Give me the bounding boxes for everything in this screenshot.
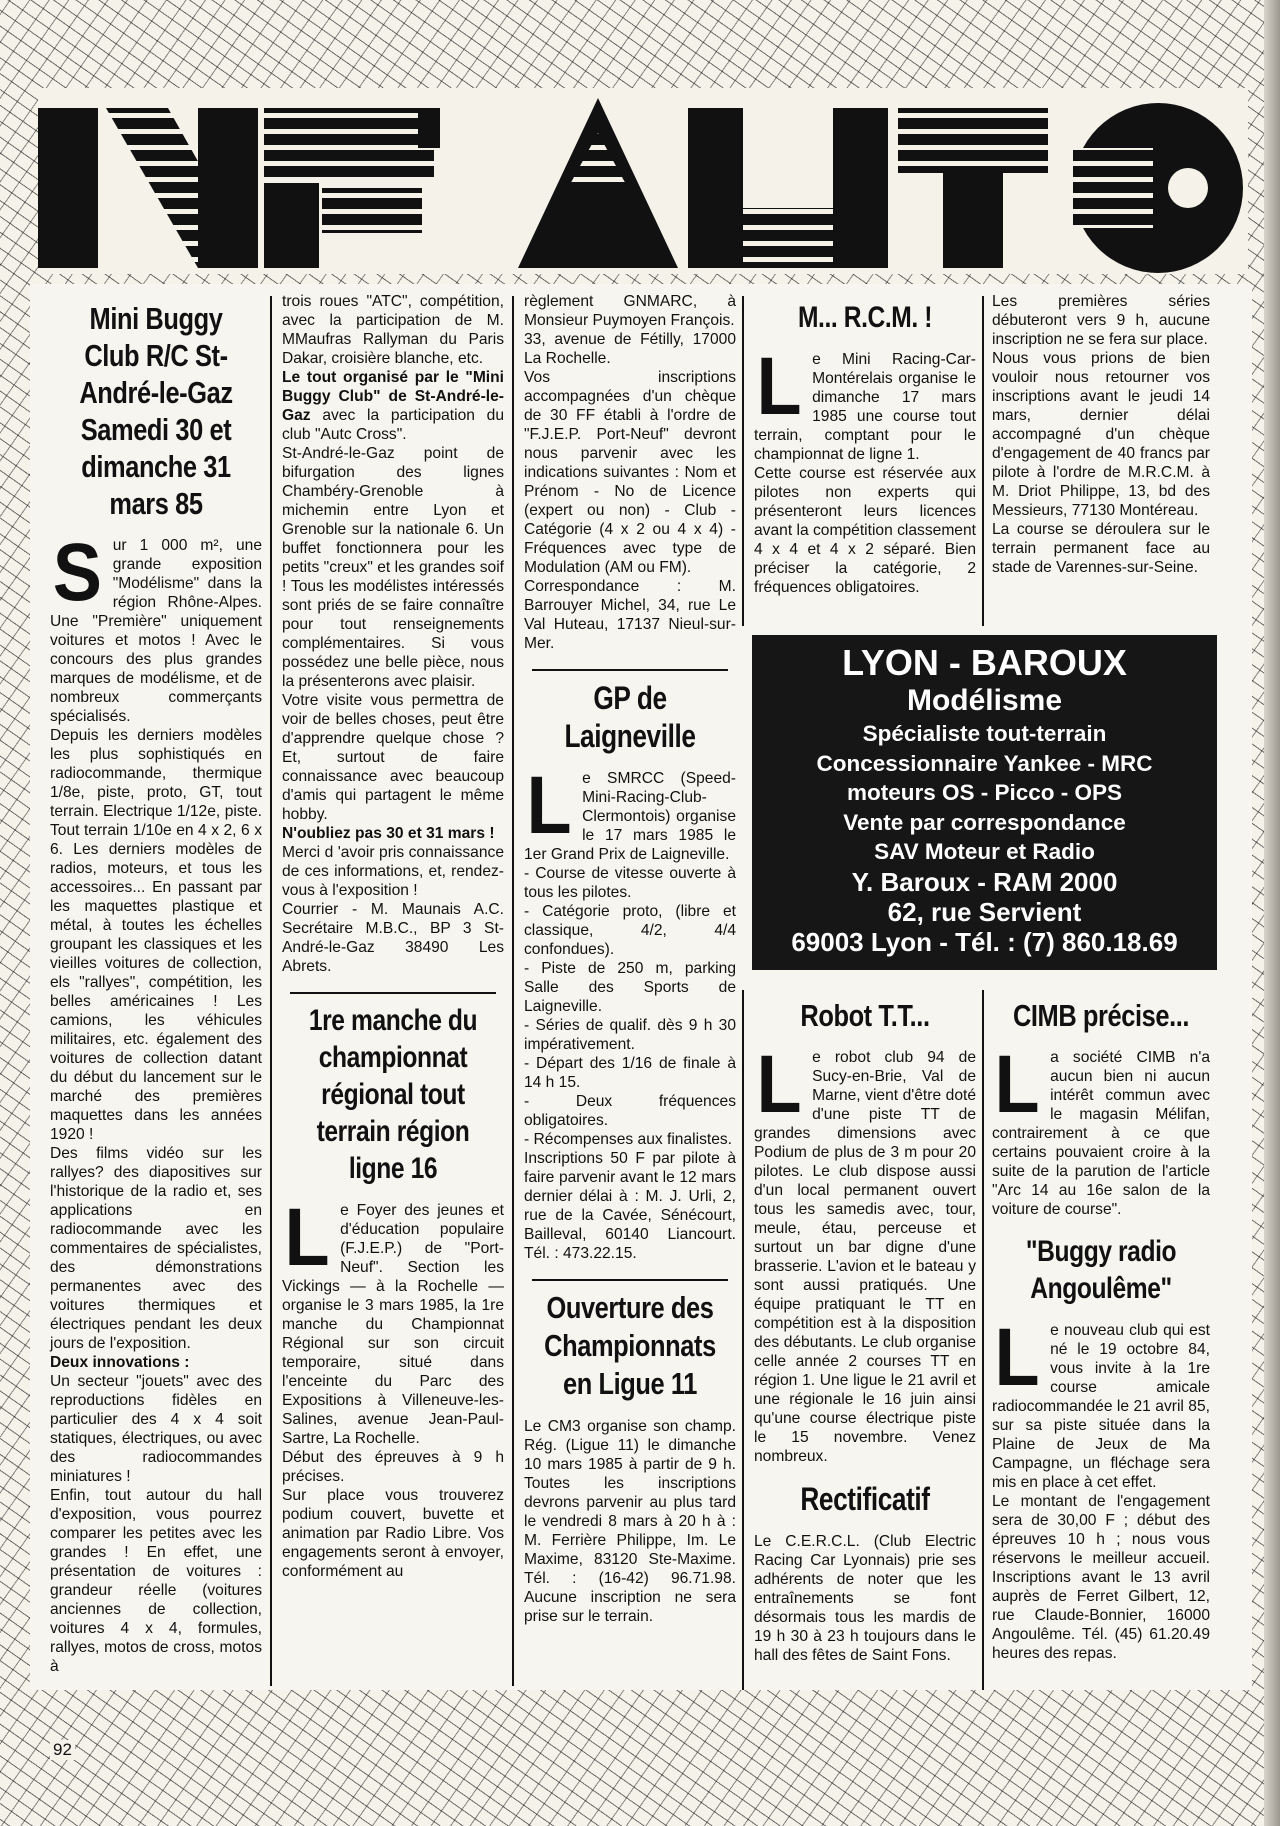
ad-line: Vente par correspondance <box>843 809 1126 835</box>
column-divider <box>982 296 984 626</box>
ad-line: 62, rue Servient <box>887 896 1082 927</box>
section-divider <box>290 992 496 994</box>
article-paragraph: e Mini Racing-Car-Montérelais organise le dimanche 17 mars 1985 une course tout terrain, comptant pour le championnat de ligne 1. <box>754 351 976 463</box>
list-item: - Catégorie proto, (libre et classique, 4/2, 4/4 confondues). <box>524 903 736 958</box>
drop-cap: L <box>994 1312 1040 1403</box>
article-paragraph: ur 1 000 m², une grande exposition "Modélisme" dans la région Rhône-Alpes. Une "Première" uniquement voitures et motos ! Avec le concours des plus grandes marques de modélisme, et de nombreux commerçants spécialisés. <box>50 537 262 725</box>
article-paragraph: Correspondance : M. Barrouyer Michel, 34, rue Le Val Huteau, 17137 Nieul-sur-Mer. <box>524 578 736 652</box>
article-heading: Ouverture des Championnats en Ligue 11 <box>544 1290 716 1401</box>
article-paragraph: Début des épreuves à 9 h précises. <box>282 1449 504 1485</box>
column-5-bottom <box>992 990 1210 1663</box>
column-1 <box>50 292 262 1676</box>
highlight-text: N'oubliez pas 30 et 31 mars ! <box>282 825 495 842</box>
article-paragraph: Inscriptions 50 F par pilote à faire parvenir avant le 12 mars dernier délai à : M. J. Urli, 2, rue de la Cavée, Sénécourt, Bailleval, 60140 Liancourt. Tél. : 473.22.15. <box>524 1150 736 1262</box>
subheading: Deux innovations : <box>50 1354 190 1371</box>
article-paragraph: Un secteur "jouets" avec des reproductions fidèles en particulier des 4 x 4 soit statiques, électriques, ou avec des radiocommandes miniatures ! <box>50 1373 262 1485</box>
article-paragraph: Les premières séries débuteront vers 9 h, aucune inscription ne se fera sur place. <box>992 293 1210 348</box>
drop-cap: L <box>526 760 572 851</box>
title-banner-graphic <box>38 88 1248 274</box>
article-heading: M... R.C.M. ! <box>797 301 933 334</box>
column-divider <box>270 296 272 1686</box>
article-paragraph: Enfin, tout autour du hall d'exposition, vous pourrez comparer les petites avec les grandes ! En effet, une présentation de voitures : grandeur réelle (voitures anciennes de collection, voitures 4 x 4, formules, rallyes, motos de cross, motos à <box>50 1487 262 1675</box>
article-paragraph: St-André-le-Gaz point de bifurgation des lignes Chambéry-Grenoble à michemin entre Lyon et Grenoble sur la nationale 6. Un buffet fonctionnera pour les petits "creux" et les grandes soif ! Tous les modélistes intéressés sont priés de se faire connaître pour tout renseignements complémentaires. Si vous possédez une belle pièce, nous la présenterons avec plaisir. <box>282 445 504 690</box>
column-divider <box>512 296 514 1686</box>
article-paragraph: Le montant de l'engagement sera de 30,00 F ; début des épreuves 10 h ; nous vous réservons le meilleur accueil. Inscriptions avant le 13 avril auprès de Ferret Gilbert, 12, rue Claude-Bonnier, 16000 Angoulême. Tél. (45) 61.20.49 heures des repas. <box>992 1493 1210 1662</box>
article-paragraph <box>282 368 504 444</box>
article-paragraph: Sur place vous trouverez podium couvert, buvette et animation par Radio Libre. Vos engagements seront à envoyer, conformément au <box>282 1487 504 1580</box>
list-item: - Deux fréquences obligatoires. <box>524 1093 736 1129</box>
article-paragraph: Courrier - M. Maunais A.C. Secrétaire M.B.C., BP 3 St-André-le-Gaz 38490 Les Abrets. <box>282 901 504 975</box>
article-paragraph: Des films vidéo sur les rallyes? des diapositives sur l'historique de la radio et, ses applications en radiocommande avec les commentaires de spécialistes, des démonstrations permanentes avec des voitures thermiques et électriques pendant les deux jours de l'exposition. <box>50 1145 262 1352</box>
article-paragraph: Nous vous prions de bien vouloir nous retourner vos inscriptions avant le jeudi 14 mars, dernier délai accompagné d'un chèque d'engagement de 40 francs par pilote à l'ordre de M.R.C.M. à M. Driot Philippe, 13, bd des Messieurs, 77130 Montéreau. <box>992 350 1210 519</box>
article-paragraph: Cette course est réservée aux pilotes non experts qui présenteront leurs licences avant la compétition classement 4 x 4 et 4 x 2 séparé. Bien préciser la catégorie, 2 fréquences obligatoires. <box>754 465 976 596</box>
article-paragraph: 33, avenue de Fétilly, 17000 La Rochelle. <box>524 331 736 367</box>
ad-line: Modélisme <box>906 684 1063 717</box>
drop-cap: L <box>994 1039 1040 1130</box>
article-paragraph: a société CIMB n'a aucun bien ni aucun intérêt commun avec le magasin Mélifan, contrairement à ce que certains pouvaient croire à la suite de la parution de l'article "Arc 14 au 16e salon de la voiture de course". <box>992 1049 1210 1218</box>
article-paragraph: e SMRCC (Speed-Mini-Racing-Club-Clermontois) organise le 17 mars 1985 le 1er Grand Prix de Laigneville. <box>524 770 736 863</box>
page-edge <box>1264 0 1280 1826</box>
article-heading: 1re manche du championnat régional tout terrain région ligne 16 <box>308 1004 478 1185</box>
column-3 <box>524 292 736 1626</box>
column-5-top <box>992 292 1210 577</box>
column-divider <box>982 990 984 1690</box>
article-paragraph: Votre visite vous permettra de voir de belles choses, peut être d'apprendre quelque chose ? Et, surtout de faire connaissance avec beaucoup d'amis qui partagent le même hobby. <box>282 692 504 823</box>
article-heading: Robot T.T... <box>800 998 930 1033</box>
article-heading: GP de Laigneville <box>564 680 696 754</box>
list-item: - Récompenses aux finalistes. <box>524 1131 733 1148</box>
article-paragraph: La course se déroulera sur le terrain permanent face au stade de Varennes-sur-Seine. <box>992 521 1210 576</box>
ad-line: Y. Baroux - RAM 2000 <box>851 866 1118 897</box>
drop-cap: L <box>284 1192 330 1283</box>
article-paragraph: e Foyer des jeunes et d'éducation populaire (F.J.E.P.) de "Port-Neuf". Section les Vickings — à la Rochelle — organise le 3 mars 1985, la 1re manche du Championnat Régional sur son circuit temporaire, situé dans l'enceinte du Parc des Expositions à Villeneuve-les-Salines, avenue Jean-Paul-Sartre, La Rochelle. <box>282 1202 504 1447</box>
list-item: - Piste de 250 m, parking Salle des Sports de Laigneville. <box>524 960 736 1015</box>
column-2 <box>282 292 504 1581</box>
ad-line: LYON - BAROUX <box>842 642 1127 683</box>
list-item: - Séries de qualif. dès 9 h 30 impérativement. <box>524 1017 736 1053</box>
column-4-top <box>754 292 976 597</box>
list-item: - Départ des 1/16 de finale à 14 h 15. <box>524 1055 736 1091</box>
article-heading: CIMB précise... <box>1012 998 1190 1033</box>
ad-line: SAV Moteur et Radio <box>874 839 1095 864</box>
article-heading: Mini Buggy Club R/C St-André-le-Gaz Samedi 30 et dimanche 31 mars 85 <box>79 301 233 521</box>
list-item: - Course de vitesse ouverte à tous les pilotes. <box>524 865 736 901</box>
column-4-bottom <box>754 990 976 1665</box>
article-paragraph: e nouveau club qui est né le 19 octobre 84, vous invite à la 1re course amicale radiocommandée le 21 avril 85, sur sa piste située dans la Plaine de Jeux de Ma Campagne, un fléchage sera mis en place à cet effet. <box>992 1322 1210 1491</box>
article-heading: "Buggy radio Angoulême" <box>1025 1235 1177 1305</box>
section-divider <box>532 669 728 671</box>
title-banner <box>38 88 1248 274</box>
article-paragraph: Depuis les derniers modèles les plus sophistiqués en radiocommande, thermique 1/8e, piste, proto, GT, tout terrain. Electrique 1/12e, piste. Tout terrain 1/10e en 4 x 2, 6 x 6. Les derniers modèles de radios, moteurs, et tous les accessoires... En passant par les maquettes plastique et métal, à toutes les échelles groupant les classiques et les vieilles voitures de collection, els "rallyes", compétition, les belles américaines ! Les camions, les véhicules militaires, etc. également des voitures de collection datant du début du lancement sur le marché des premières maquettes dans les années 1920 ! <box>50 727 262 1143</box>
drop-cap: S <box>52 527 102 618</box>
article-paragraph: e robot club 94 de Sucy-en-Brie, Val de Marne, vient d'être doté d'une piste TT de grandes dimensions avec Podium de plus de 3 m pour 20 pilotes. Le club dispose aussi d'un local permanent ouvert tous les samedis avec, tour, meule, étau, perceuse et surtout un bar digne d'une brasserie. L'avion et le bateau y sont aussi pratiqués. Une équipe pratiquant le TT en compétition est à la disposition des débutants. Le club organise celle année 2 courses TT en région 1. Une ligue le 21 avril et une régionale le 16 juin ainsi qu'une course électrique piste le 15 novembre. Venez nombreux. <box>754 1049 976 1465</box>
ad-line: moteurs OS - Picco - OPS <box>846 780 1123 805</box>
drop-cap: L <box>756 1039 802 1130</box>
article-paragraph: Le C.E.R.C.L. (Club Electric Racing Car Lyonnais) prie ses adhérents de noter que les entraînements se font désormais tous les mardis de 19 h 30 à 23 h toujours dans le hall des fêtes de Saint Fons. <box>754 1533 976 1664</box>
ad-line: 69003 Lyon - Tél. : (7) 860.18.69 <box>791 926 1178 957</box>
page-number: 92 <box>50 1740 75 1760</box>
article-paragraph: Merci d 'avoir pris connaissance de ces informations, et, rendez-vous à l'exposition ! <box>282 844 504 899</box>
highlight-text: Le tout organisé par le "Mini Buggy Club" de St-André-le-Gaz <box>282 369 504 424</box>
ad-line: Concessionnaire Yankee - MRC <box>816 750 1153 776</box>
article-paragraph: trois roues "ATC", compétition, avec la participation de M. MMaufras Rallyman du Paris Dakar, croisière blanche, etc. <box>282 293 504 367</box>
advertisement-box <box>752 635 1217 970</box>
ad-line: Spécialiste tout-terrain <box>862 721 1107 746</box>
column-divider <box>742 296 744 626</box>
paragraph-text: avec la participation du club "Autc Cross". <box>282 407 504 443</box>
article-paragraph: Vos inscriptions accompagnées d'un chèque de 30 FF établi à l'ordre de "F.J.E.P. Port-Neuf" devront nous parvenir avec les indications suivantes : Nom et Prénom - No de Licence (expert ou non) - Club - Catégorie (4 x 2 ou 4 x 4) - Fréquences avec type de Modulation (AM ou FM). <box>524 369 736 576</box>
article-paragraph: règlement GNMARC, à Monsieur Puymoyen François. <box>524 293 736 329</box>
column-divider <box>742 990 744 1690</box>
section-divider <box>532 1279 728 1281</box>
article-paragraph: Le CM3 organise son champ. Rég. (Ligue 11) le dimanche 10 mars 1985 à partir de 9 h. Toutes les inscriptions devrons parvenir au plus tard le vendredi 8 mars à 20 h à : M. Ferrière Philippe, Im. Le Maxime, 83120 Ste-Maxime. Tél. : (16-42) 96.71.98. Aucune inscription ne sera prise sur le terrain. <box>524 1418 736 1625</box>
drop-cap: L <box>756 341 802 432</box>
article-heading: Rectificatif <box>800 1481 930 1517</box>
